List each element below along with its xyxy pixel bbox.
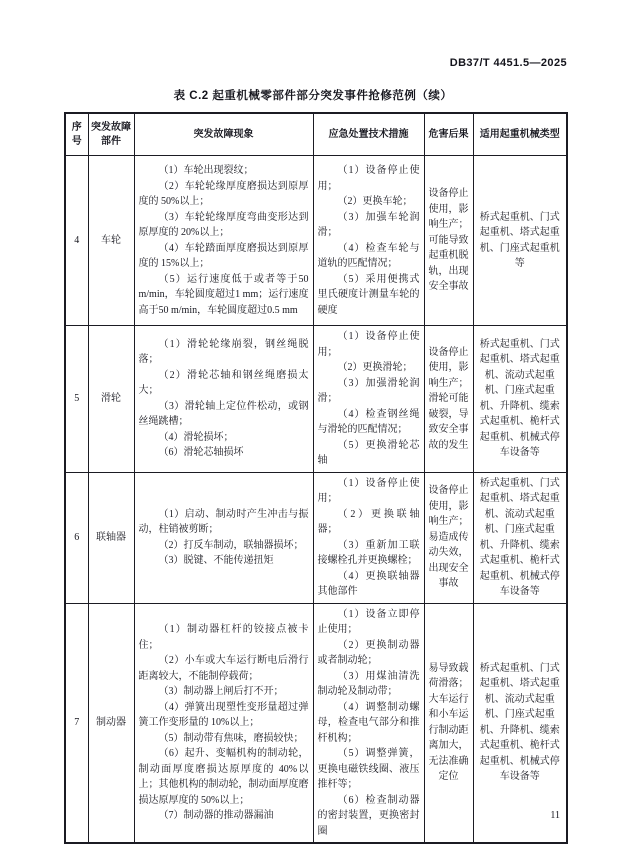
cell-paragraph: （4）更换联轴器其他部件 — [317, 570, 420, 597]
cell-paragraph: （2）车轮轮缘厚度磨损达到原厚度的 50%以上； — [138, 180, 309, 207]
table-row-wheel — [65, 156, 567, 326]
cell-paragraph: （1）滑轮轮缘崩裂，钢丝绳脱落； — [138, 338, 309, 366]
cell-paragraph: （1）设备停止使用； — [317, 477, 420, 504]
cell-measures — [313, 472, 424, 603]
cell-phenomena — [134, 472, 313, 603]
table-row-coupling — [65, 472, 567, 603]
col-header-hazard-consequence: 危害后果 — [424, 113, 473, 156]
cell-consequence: 设备停止使用，影响生产；滑轮可能破裂，导致安全事故的发生 — [424, 326, 473, 473]
cell-paragraph: （2）更换制动器或者制动轮； — [317, 639, 420, 666]
cell-paragraph: （4）调整制动螺母，检查电气部分和推杆机构； — [317, 701, 420, 744]
cell-paragraph: （3）用煤油清洗制动轮及制动带； — [317, 670, 420, 697]
doc-number-header: DB37/T 4451.5—2025 — [449, 57, 567, 69]
cell-paragraph: （5）制动带有焦味，磨损较快； — [158, 732, 304, 744]
cell-consequence: 设备停止使用，影响生产；易造成传动失效，出现安全事故 — [424, 472, 473, 603]
cell-phenomena — [134, 326, 313, 473]
cell-measures — [313, 326, 424, 473]
cell-paragraph: （3）滑轮轴上定位件松动，或钢丝绳跳槽； — [138, 400, 309, 428]
cell-paragraph: （2）打反车制动，联轴器损坏； — [158, 539, 304, 551]
table-row-pulley — [65, 326, 567, 473]
cell-phenomena — [134, 603, 313, 843]
cell-applicable-types: 桥式起重机、门式起重机、塔式起重机、流动式起重机、门座式起重机、升降机、缆索式起重机、桅杆式起重机、机械式停车设备等 — [473, 603, 567, 843]
col-header-emergency-measures: 应急处置技术措施 — [313, 113, 424, 156]
cell-paragraph: （5）采用便携式里氏硬度计测量车轮的硬度 — [317, 273, 420, 316]
col-header-applicable-crane-types: 适用起重机械类型 — [473, 113, 567, 156]
cell-applicable-types: 桥式起重机、门式起重机、塔式起重机、门座式起重机等 — [473, 156, 567, 326]
cell-paragraph: （1）设备停止使用； — [317, 165, 420, 192]
cell-consequence: 设备停止使用，影响生产；可能导致起重机脱轨，出现安全事故 — [424, 156, 473, 326]
table-title: 表 C.2 起重机械零部件部分突发事件抢修范例（续） — [173, 90, 453, 102]
col-header-failure-phenomenon: 突发故障现象 — [134, 113, 313, 156]
cell-part: 车轮 — [88, 156, 134, 326]
cell-paragraph: （6）检查制动器的密封装置，更换密封圈 — [317, 794, 420, 837]
cell-seq: 4 — [65, 156, 88, 326]
page-number: 11 — [550, 810, 560, 821]
cell-paragraph: （3）制动器上闸后打不开； — [158, 686, 284, 697]
cell-measures — [313, 156, 424, 326]
cell-paragraph: （4）车轮踏面厚度磨损达到原厚度的 15%以上； — [138, 242, 309, 269]
cell-paragraph: （1）设备立即停止使用； — [317, 608, 420, 635]
cell-measures — [313, 603, 424, 843]
table-row-brake — [65, 603, 567, 843]
cell-paragraph: （4）弹簧出现塑性变形量超过弹簧工作变形量的 10%以上； — [138, 701, 309, 728]
cell-phenomena — [134, 156, 313, 326]
cell-paragraph: （6）起升、变幅机构的制动轮，制动面厚度磨损达原厚度的 40%以上；其他机构的制动轮，制动面厚度磨损达原厚度的 50%以上； — [138, 748, 309, 806]
col-header-failed-part: 突发故障部件 — [88, 113, 134, 156]
cell-paragraph: （5）更换滑轮芯轴 — [317, 439, 420, 466]
cell-applicable-types: 桥式起重机、门式起重机、塔式起重机、流动式起重机、门座式起重机、升降机、缆索式起重机、桅杆式起重机、机械式停车设备等 — [473, 326, 567, 473]
cell-applicable-types: 桥式起重机、门式起重机、塔式起重机、流动式起重机、门座式起重机、升降机、缆索式起重机、桅杆式起重机、机械式停车设备等 — [473, 472, 567, 603]
cell-part: 制动器 — [88, 603, 134, 843]
cell-paragraph: （2）更换滑轮； — [337, 362, 413, 373]
cell-paragraph: （3）车轮轮缘厚度弯曲变形达到原厚度的 20%以上； — [138, 211, 309, 238]
cell-paragraph: （3）重新加工联接螺栓孔并更换螺栓； — [317, 539, 420, 566]
cell-paragraph: （2）滑轮芯轴和钢丝绳磨损太大； — [138, 369, 309, 397]
cell-paragraph: （1）设备停止使用； — [317, 331, 420, 358]
cell-paragraph: （4）检查钢丝绳与滑轮的匹配情况； — [317, 408, 420, 435]
cell-paragraph: （1）车轮出现裂纹； — [158, 165, 254, 176]
cell-paragraph: （5）运行速度低于或者等于50 m/min，车轮圆度超过1 mm；运行速度高于50 m/min，车轮圆度超过0.5 mm — [138, 273, 309, 316]
cell-paragraph: （3）加强车轮润滑； — [317, 211, 420, 238]
cell-seq: 6 — [65, 472, 88, 603]
cell-paragraph: （4）检查车轮与道轨的匹配情况； — [317, 242, 420, 269]
cell-part: 滑轮 — [88, 326, 134, 473]
cell-paragraph: （2）更换车轮； — [337, 196, 413, 207]
col-header-seq: 序号 — [65, 113, 88, 156]
cell-part: 联轴器 — [88, 472, 134, 603]
cell-paragraph: （3）脱键、不能传递扭矩 — [158, 555, 274, 566]
table-header-row — [65, 113, 567, 156]
cell-paragraph: （6）滑轮芯轴损坏 — [158, 447, 244, 459]
cell-paragraph: （1）启动、制动时产生冲击与振动，柱销被剪断； — [138, 508, 309, 535]
cell-paragraph: （3）加强滑轮润滑； — [317, 377, 420, 404]
cell-consequence: 易导致载荷滑落；大车运行和小车运行制动距离加大，无法准确定位 — [424, 603, 473, 843]
emergency-repair-table — [64, 112, 568, 844]
cell-paragraph: （4）滑轮损坏； — [158, 431, 234, 443]
cell-seq: 5 — [65, 326, 88, 473]
cell-paragraph: （7）制动器的推动器漏油 — [158, 810, 274, 821]
cell-paragraph: （5）调整弹簧，更换电磁铁线圈、液压推杆等； — [317, 748, 420, 790]
cell-paragraph: （2）更换联轴器； — [317, 508, 420, 535]
cell-seq: 7 — [65, 603, 88, 843]
cell-paragraph: （1）制动器杠杆的铰接点被卡住； — [138, 624, 309, 651]
cell-paragraph: （2）小车或大车运行断电后滑行距离较大，不能制停载荷； — [138, 655, 309, 682]
